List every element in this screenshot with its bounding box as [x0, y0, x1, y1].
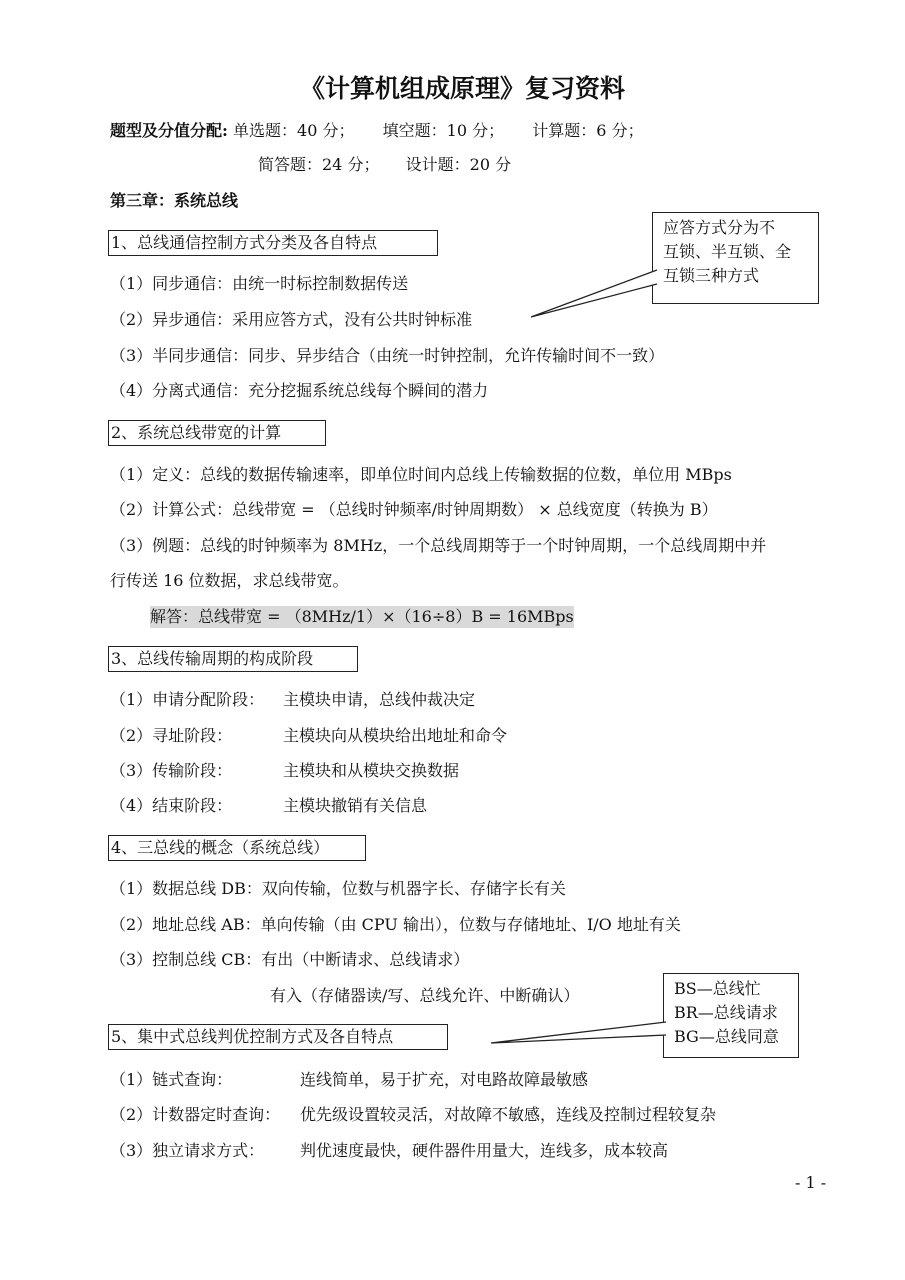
s3-item-3-label: （3）传输阶段： [110, 761, 233, 780]
s4-item-3: （3）控制总线 CB：有出（中断请求、总线请求） [110, 950, 470, 969]
s1-item-2: （2）异步通信：采用应答方式，没有公共时钟标准 [110, 310, 473, 329]
callout-bus-signals-line-2: BR—总线请求 [674, 1003, 778, 1022]
s4-cb-in: 有入（存储器读/写、总线允许、中断确认） [270, 986, 580, 1005]
s3-item-2-label: （2）寻址阶段： [110, 726, 233, 745]
s5-item-1-desc: 连线简单，易于扩充，对电路故障最敏感 [300, 1070, 589, 1089]
chapter-heading: 第三章：系统总线 [110, 191, 239, 210]
s1-item-4: （4）分离式通信：充分挖掘系统总线每个瞬间的潜力 [110, 381, 489, 400]
section-4-heading: 4、三总线的概念（系统总线） [108, 835, 366, 861]
s3-item-2-desc: 主模块向从模块给出地址和命令 [283, 726, 508, 745]
score-calculation: 计算题：6 分； [532, 121, 644, 140]
section-2-heading: 2、系统总线带宽的计算 [108, 420, 326, 446]
callout-bus-signals-pointer [491, 1022, 666, 1043]
section-1-heading: 1、总线通信控制方式分类及各自特点 [108, 230, 438, 256]
score-fill-blank: 填空题：10 分； [382, 121, 505, 140]
score-single-choice: 单选题：40 分； [233, 121, 355, 140]
s2-item-2: （2）计算公式：总线带宽 = （总线时钟频率/时钟周期数） × 总线宽度（转换为 B） [110, 500, 718, 519]
s4-item-2: （2）地址总线 AB：单向传输（由 CPU 输出），位数与存储地址、I/O 地址有关 [110, 915, 681, 934]
callout-handshake-line-3: 互锁三种方式 [663, 266, 760, 285]
s2-item-1: （1）定义：总线的数据传输速率，即单位时间内总线上传输数据的位数，单位用 MBps [110, 465, 732, 484]
s3-item-4-desc: 主模块撤销有关信息 [283, 796, 428, 815]
page-title: 《计算机组成原理》复习资料 [300, 74, 626, 103]
s2-answer: 解答：总线带宽 = （8MHz/1）×（16÷8）B = 16MBps [150, 607, 574, 626]
callout-bus-signals-line-1: BS—总线忙 [674, 979, 761, 998]
page-number: - 1 - [795, 1173, 827, 1192]
callout-handshake-pointer [531, 270, 657, 317]
score-design: 设计题：20 分 [405, 155, 512, 174]
callout-handshake-line-1: 应答方式分为不 [663, 218, 776, 237]
s3-item-1-label: （1）申请分配阶段： [110, 690, 265, 709]
s3-item-1-desc: 主模块申请，总线仲裁决定 [283, 690, 476, 709]
callout-handshake-line-2: 互锁、半互锁、全 [663, 242, 792, 261]
s1-item-3: （3）半同步通信：同步、异步结合（由统一时钟控制，允许传输时间不一致） [110, 346, 665, 365]
s2-item-3: （3）例题：总线的时钟频率为 8MHz，一个总线周期等于一个时钟周期，一个总线周期中并 [110, 536, 767, 555]
section-5-heading: 5、集中式总线判优控制方式及各自特点 [108, 1024, 448, 1050]
s3-item-4-label: （4）结束阶段： [110, 796, 233, 815]
s1-item-1: （1）同步通信：由统一时标控制数据传送 [110, 274, 409, 293]
score-label: 题型及分值分配: [110, 121, 228, 140]
s5-item-2-label: （2）计数器定时查询： [110, 1105, 281, 1124]
s5-item-1-label: （1）链式查询： [110, 1070, 233, 1089]
s5-item-3-desc: 判优速度最快，硬件器件用量大，连线多，成本较高 [300, 1141, 669, 1160]
s3-item-3-desc: 主模块和从模块交换数据 [283, 761, 460, 780]
callout-bus-signals-line-3: BG—总线同意 [674, 1027, 779, 1046]
s4-item-1: （1）数据总线 DB：双向传输，位数与机器字长、存储字长有关 [110, 879, 566, 898]
section-3-heading: 3、总线传输周期的构成阶段 [108, 646, 358, 672]
s5-item-2-desc: 优先级设置较灵活，对故障不敏感，连线及控制过程较复杂 [300, 1105, 717, 1124]
s2-item-3-cont: 行传送 16 位数据，求总线带宽。 [110, 571, 349, 590]
score-short-answer: 简答题：24 分； [258, 155, 380, 174]
s5-item-3-label: （3）独立请求方式： [110, 1141, 265, 1160]
